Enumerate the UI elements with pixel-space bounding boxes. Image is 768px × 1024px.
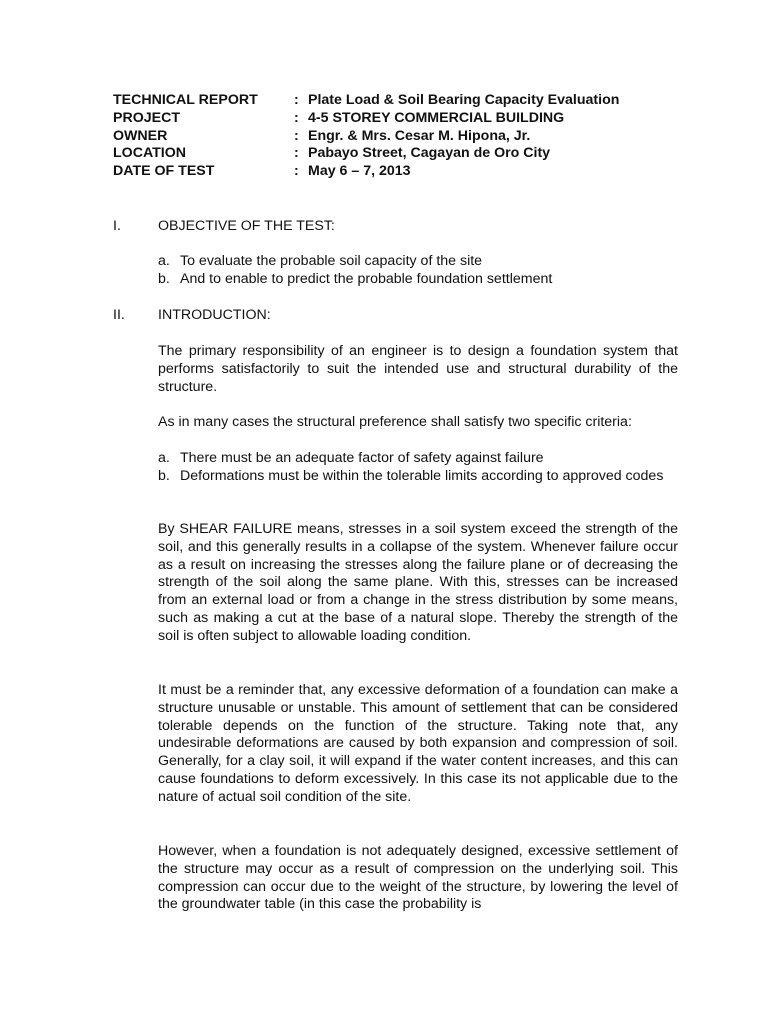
section-title: OBJECTIVE OF THE TEST: [158, 218, 335, 234]
list-text: To evaluate the probable soil capacity of the site [180, 253, 483, 269]
section-heading-objective [113, 218, 335, 236]
header-value: 4-5 STOREY COMMERCIAL BUILDING [308, 109, 565, 126]
list-text: And to enable to predict the probable foundation settlement [180, 270, 553, 287]
intro-paragraph-shear-failure [158, 521, 678, 646]
intro-paragraph-settlement [158, 843, 678, 914]
list-marker: a. [158, 450, 170, 466]
header-value: May 6 – 7, 2013 [308, 163, 411, 180]
list-item [158, 450, 678, 468]
intro-paragraph-1 [158, 343, 678, 396]
paragraph-text: As in many cases the structural preference shall satisfy two specific criteria: [158, 414, 632, 430]
header-row-project [113, 110, 693, 128]
header-row-location [113, 145, 693, 163]
criteria-list [158, 450, 678, 486]
paragraph-text: By SHEAR FAILURE means, stresses in a soil system exceed the strength of the soil, and this generally results in a collapse of the system. Whenever failure occur as a result on increasing the stresses along the failure plane or of decreasing the strength of the soil along the same plane. With this, stresses can be increased from an external load or from a change in the stress distribution by some means, such as making a cut at the base of a natural slope. Thereby the strength of the soil is often subject to allowable loading condition. [158, 521, 678, 644]
list-item [158, 468, 678, 486]
header-key: OWNER [113, 127, 168, 144]
list-item [158, 271, 678, 289]
section-numeral: II. [113, 307, 125, 323]
header-colon: : [294, 127, 299, 144]
header-key: LOCATION [113, 145, 187, 162]
header-colon: : [294, 145, 299, 162]
section-heading-introduction [113, 307, 271, 325]
header-key: TECHNICAL REPORT [113, 92, 258, 108]
intro-paragraph-deformation [158, 682, 678, 807]
report-header [113, 92, 693, 181]
paragraph-text: However, when a foundation is not adequately designed, excessive settlement of the structure may occur as a result of compression on the underlying soil. This compression can occur due to the weight of the structure, by lowering the level of the groundwater table (in this case the probability is [158, 843, 678, 913]
header-value: Pabayo Street, Cagayan de Oro City [308, 145, 551, 162]
list-item [158, 253, 678, 271]
list-text: There must be an adequate factor of safety against failure [180, 450, 544, 466]
paragraph-text: The primary responsibility of an engineer is to design a foundation system that performs satisfactorily to suit the intended use and structural durability of the structure. [158, 343, 678, 395]
header-key: DATE OF TEST [113, 163, 215, 180]
section-numeral: I. [113, 218, 121, 234]
list-marker: b. [158, 467, 170, 484]
header-value: Engr. & Mrs. Cesar M. Hipona, Jr. [308, 127, 531, 144]
header-row-date-of-test [113, 163, 693, 181]
header-colon: : [294, 92, 299, 108]
list-marker: b. [158, 270, 170, 287]
header-value: Plate Load & Soil Bearing Capacity Evaluation [308, 92, 620, 108]
paragraph-text: It must be a reminder that, any excessive deformation of a foundation can make a structure unusable or unstable. This amount of settlement that can be considered tolerable depends on the function of the structure. Taking note that, any undesirable deformations are caused by both expansion and compression of soil. Generally, for a clay soil, it will expand if the water content increases, and this can cause foundations to deform excessively. In this case its not applicable due to the nature of actual soil condition of the site. [158, 682, 678, 805]
list-text: Deformations must be within the tolerable limits according to approved codes [180, 467, 664, 484]
header-colon: : [294, 163, 299, 180]
header-key: PROJECT [113, 109, 181, 126]
header-colon: : [294, 109, 299, 126]
objective-list [158, 253, 678, 289]
intro-paragraph-2 [158, 414, 678, 432]
header-row-technical-report [113, 92, 693, 110]
list-marker: a. [158, 253, 170, 269]
header-row-owner [113, 128, 693, 146]
section-title: INTRODUCTION: [158, 307, 271, 323]
